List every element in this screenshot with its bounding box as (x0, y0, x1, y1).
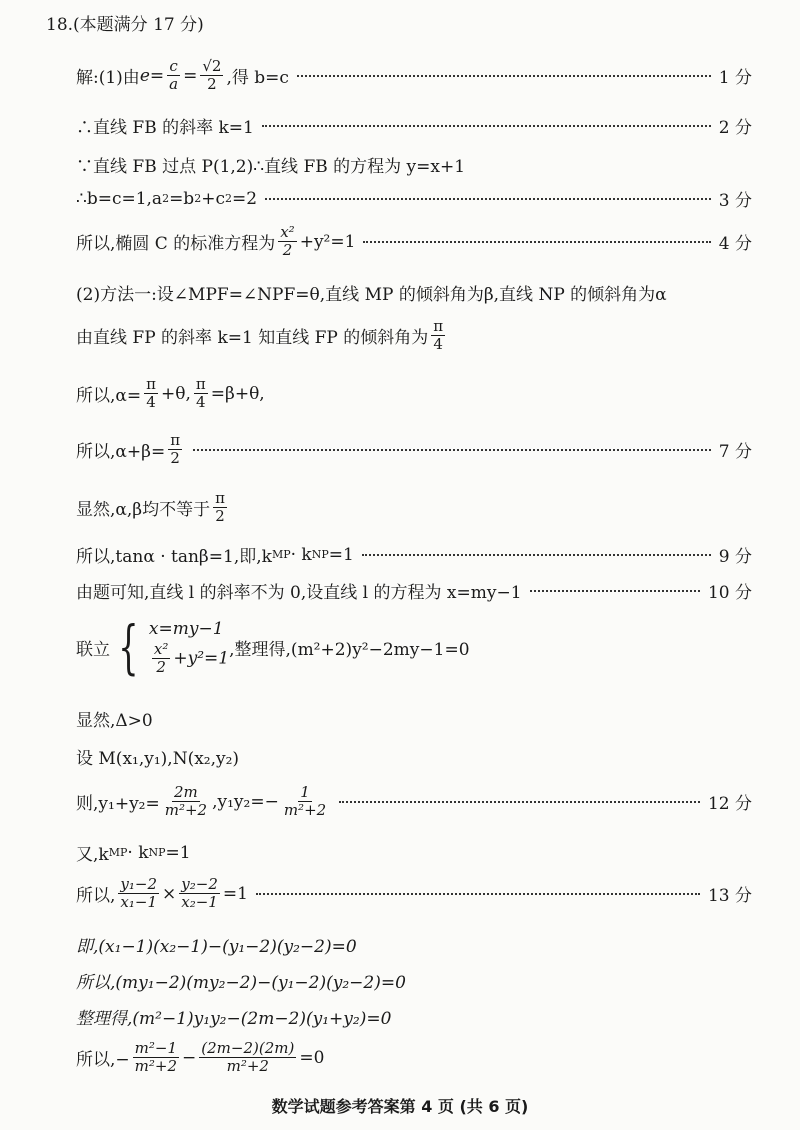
leader-dots (193, 449, 711, 451)
score-label: 3 分 (718, 191, 752, 211)
solution-line-18: 所以, $\frac{\text{y₁−2}}{\text{x₁−1}}$ × $\frac{\text{y₂−2}}{\text{x₂−1}}$ =1 13 分 (76, 875, 752, 912)
fraction: $\frac{\text{y₂−2}}{\text{x₂−1}}$ (181, 875, 218, 912)
solution-line-1: 解:(1)由 e = $\frac{c}{a}$ = $\frac{√2}{2}$ ,得 b=c 1 分 (76, 57, 752, 94)
leader-dots (265, 198, 711, 200)
solution-line-5: 所以,椭圆 C 的标准方程为 $\frac{\text{x²}}{2}$ +y²=1 4 分 (76, 223, 752, 260)
fraction: $\frac{1}{\text{m²+2}}$ (283, 783, 327, 820)
score-label: 1 分 (718, 68, 752, 89)
score-label: 10 分 (707, 583, 752, 603)
solution-line-20: 所以,(my₁−2)(my₂−2)−(y₁−2)(y₂−2)=0 (76, 973, 406, 993)
solution-line-10: 显然,α,β均不等于 $\frac{\pi}{2}$ (76, 489, 225, 526)
solution-line-2: ∴直线 FB 的斜率 k=1 2 分 (76, 113, 752, 138)
leader-dots (256, 893, 700, 895)
score-label: 7 分 (718, 442, 752, 463)
solution-line-16: 则,y₁+y₂= $\frac{2m}{\text{m²+2}}$ ,y₁y₂=− $\frac{1}{\text{m²+2}}$ 12 分 (76, 783, 752, 820)
solution-line-22: 所以,− $\frac{\text{m²−1}}{\text{m²+2}}$ − $\frac{(2m-2)(2m)}{\text{m²+2}}$ =0 (76, 1039, 325, 1076)
fraction: $\frac{\pi}{2}$ (215, 489, 225, 526)
score-label: 4 分 (718, 234, 752, 255)
leader-dots (362, 554, 711, 556)
solution-line-21: 整理得,(m²−1)y₁y₂−(2m−2)(y₁+y₂)=0 (76, 1009, 392, 1029)
page-footer: 数学试题参考答案第 4 页 (共 6 页) (271, 1097, 529, 1116)
solution-line-4: ∴b=c=1,a 2 =b 2 +c 2 =2 3 分 (76, 186, 752, 211)
question-header: 18.(本题满分 17 分) (46, 15, 204, 35)
leader-dots (339, 801, 700, 803)
fraction: $\frac{\pi}{4}$ (433, 317, 444, 354)
solution-line-9: 所以,α+β= $\frac{\pi}{2}$ 7 分 (76, 431, 752, 468)
leader-dots (363, 241, 710, 243)
fraction: $\frac{(2m-2)(2m)}{\text{m²+2}}$ (201, 1039, 295, 1076)
solution-line-12: 由题可知,直线 l 的斜率不为 0,设直线 l 的方程为 x=my−1 10 分 (76, 578, 752, 603)
equation-system: x=my−1 $\frac{\text{x²}}{2}$ +y²=1 (148, 619, 230, 677)
solution-line-11: 所以,tanα · tanβ=1,即,k MP · k NP =1 9 分 (76, 542, 752, 567)
fraction: $\frac{\text{m²−1}}{\text{m²+2}}$ (134, 1039, 178, 1076)
fraction: $\frac{√2}{2}$ (202, 57, 222, 94)
leader-dots (530, 590, 700, 592)
fraction: $\frac{\pi}{2}$ (170, 431, 181, 468)
solution-line-6: (2)方法一:设∠MPF=∠NPF=θ,直线 MP 的倾斜角为β,直线 NP 的倾斜角为α (76, 285, 667, 305)
fraction: $\frac{c}{a}$ (169, 57, 179, 94)
solution-line-8: 所以,α= $\frac{\pi}{4}$ +θ, $\frac{\pi}{4}$ =β+θ, (76, 375, 265, 412)
leader-dots (262, 125, 711, 127)
left-brace-icon: { (118, 613, 139, 682)
fraction: $\frac{\text{x²}}{2}$ (280, 223, 295, 260)
solution-line-17: 又,k MP · k NP =1 (76, 842, 191, 865)
fraction: $\frac{\pi}{4}$ (146, 375, 156, 412)
fraction: $\frac{2m}{\text{m²+2}}$ (164, 783, 208, 820)
score-label: 9 分 (718, 547, 752, 567)
solution-line-3: ∵直线 FB 过点 P(1,2)∴直线 FB 的方程为 y=x+1 (76, 157, 466, 177)
leader-dots (297, 75, 711, 77)
solution-line-13: 联立 { x=my−1 $\frac{\text{x²}}{2}$ +y²=1 ,整理得,(m²+2)y²−2my−1=0 (76, 613, 470, 682)
solution-line-14: 显然,Δ>0 (76, 711, 153, 731)
fraction: $\frac{\text{x²}}{2}$ (153, 639, 169, 677)
fraction: $\frac{\pi}{4}$ (195, 375, 206, 412)
solution-line-7: 由直线 FP 的斜率 k=1 知直线 FP 的倾斜角为 $\frac{\pi}{4}$ (76, 317, 444, 354)
score-label: 2 分 (718, 118, 752, 138)
solution-line-15: 设 M(x₁,y₁),N(x₂,y₂) (76, 749, 240, 769)
solution-line-19: 即,(x₁−1)(x₂−1)−(y₁−2)(y₂−2)=0 (76, 937, 357, 957)
score-label: 13 分 (707, 886, 752, 907)
score-label: 12 分 (707, 794, 752, 815)
fraction: $\frac{\text{y₁−2}}{\text{x₁−1}}$ (120, 875, 158, 912)
